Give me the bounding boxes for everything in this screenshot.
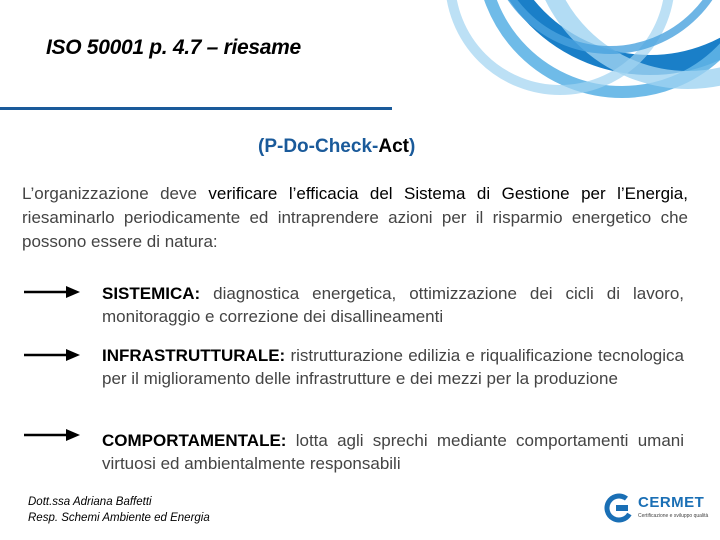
slide-title: ISO 50001 p. 4.7 – riesame <box>46 36 301 59</box>
intro-paragraph <box>22 182 688 254</box>
arrow-right-icon <box>24 347 80 363</box>
intro-emphasis: verificare l’efficacia del Sistema di Gestione per l’Energia, <box>208 184 688 203</box>
cermet-logo <box>604 492 714 526</box>
item-lead: SISTEMICA: <box>102 284 201 303</box>
logo-name: CERMET <box>638 494 705 511</box>
author-name: Dott.ssa Adriana Baffetti <box>28 496 152 508</box>
item-lead: INFRASTRUTTURALE: <box>102 346 286 365</box>
footer-author <box>28 494 210 526</box>
title-underline <box>0 107 392 110</box>
arrow-right-icon <box>24 427 80 443</box>
author-role: Resp. Schemi Ambiente ed Energia <box>28 512 210 524</box>
intro-part-1: L’organizzazione deve <box>22 184 209 203</box>
logo-tagline: Certificazione e sviluppo qualità <box>638 513 709 519</box>
pdca-open-text: (P-Do-Check- <box>258 136 379 157</box>
item-text: diagnostica energetica, ottimizzazione dei cicli di lavoro, monitoraggio e correzione dei disallineamenti <box>102 284 684 326</box>
pdca-act-text: Act <box>378 136 409 157</box>
intro-part-3: riesaminarlo periodicamente ed intraprendere azioni per il risparmio energetico che possono essere di natura: <box>22 208 688 251</box>
pdca-label <box>258 136 415 158</box>
item-text: ristrutturazione edilizia e riqualificazione tecnologica per il miglioramento delle infrastrutture e dei mezzi per la produzione <box>102 346 684 388</box>
item-lead: COMPORTAMENTALE: <box>102 431 287 450</box>
arrow-right-icon <box>24 284 80 300</box>
item-text: lotta agli sprechi mediante comportamenti umani virtuosi ed ambientalmente responsabili <box>102 431 684 473</box>
list-item-sistemica <box>102 282 684 328</box>
list-item-comportamentale <box>102 429 684 475</box>
cermet-logo-icon <box>604 493 634 523</box>
list-item-infrastrutturale <box>102 344 684 390</box>
pdca-close-text: ) <box>408 136 416 157</box>
